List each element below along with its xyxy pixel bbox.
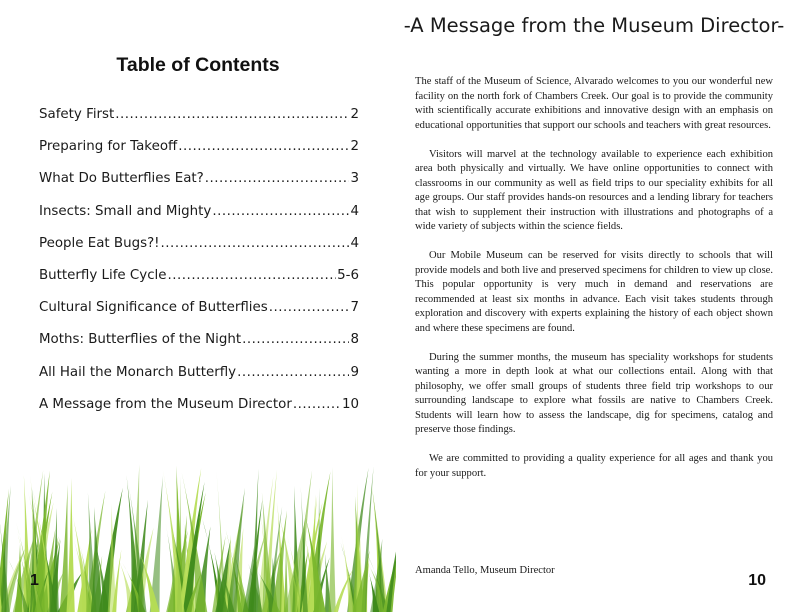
toc-entry-page: 4: [350, 203, 359, 219]
toc-entry: [39, 139, 359, 171]
table-of-contents: [39, 107, 359, 429]
message-title: -A Message from the Museum Director-: [403, 14, 785, 37]
toc-entry-page: 10: [341, 396, 359, 412]
toc-entry-label: Preparing for Takeoff: [39, 139, 178, 155]
toc-entry: [39, 397, 359, 429]
toc-entry-label: Butterfly Life Cycle: [39, 267, 167, 283]
toc-entry: [39, 107, 359, 139]
toc-entry: [39, 204, 359, 236]
message-body: [415, 75, 773, 496]
toc-leader-dots: [178, 139, 349, 154]
toc-entry: [39, 236, 359, 268]
toc-leader-dots: [205, 171, 350, 186]
toc-entry: [39, 268, 359, 300]
toc-leader-dots: [293, 397, 341, 412]
toc-entry-label: What Do Butterflies Eat?: [39, 171, 204, 187]
right-page: [396, 0, 792, 612]
message-paragraph: We are committed to providing a quality experience for all ages and thank you for your support.: [415, 453, 773, 479]
grass-blade: [60, 484, 69, 612]
toc-entry-page: 4: [350, 235, 359, 251]
toc-entry-page: 8: [350, 332, 359, 348]
toc-entry-page: 5-6: [337, 267, 359, 283]
toc-entry: [39, 332, 359, 364]
toc-entry-page: 3: [350, 171, 359, 187]
grass-blade: [67, 478, 75, 612]
message-paragraph: Our Mobile Museum can be reserved for visits directly to schools that will provide models and both live and preserved specimens for children to view up close. This popular opportunity is very much in demand and reservations are recommended at least six months in advance. Each visit takes students through exploration and discovery with experts explaining the history of each object shown and where these specimens are found.: [415, 250, 773, 334]
toc-title: Table of Contents: [116, 54, 280, 76]
toc-leader-dots: [161, 236, 350, 251]
toc-entry: [39, 171, 359, 203]
toc-entry: [39, 365, 359, 397]
toc-leader-dots: [115, 107, 349, 122]
toc-entry-label: All Hail the Monarch Butterfly: [39, 364, 237, 380]
toc-entry-label: Cultural Significance of Butterflies: [39, 300, 268, 316]
message-paragraph: During the summer months, the museum has speciality workshops for students wanting a more in depth look at what our collections entail. Along with that philosophy, we offer small groups of students three field trip workshops to our surrounding landscape to explore what fossils are native to Chambers Creek. Students will learn how to assess the landscape, dig for specimens, catalog and preserve those findings.: [415, 351, 773, 435]
grass-illustration: [0, 462, 396, 612]
toc-entry-label: Moths: Butterflies of the Night: [39, 332, 242, 348]
toc-entry-page: 2: [350, 107, 359, 122]
message-paragraph: Visitors will marvel at the technology available to experience each exhibition area both physically and virtually. We have online opportunities to connect with classrooms in our community as well as field trips to our speciality exhibits for all age groups. Our staff provides hands-on resources and a lending library for teachers that wish to supplement their instruction with illustrations and photographs of a wide variety of subjects within the science fields.: [415, 148, 773, 232]
toc-entry-label: Safety First: [39, 107, 115, 122]
message-paragraph: The staff of the Museum of Science, Alvarado welcomes to you our wonderful new facility on the north fork of Chambers Creek. Our goal is to provide the community with scientifically accurate exhibitions and innovative design with an emphasis on educational opportunities that support our schools and teachers with great resources.: [415, 76, 773, 131]
grass-blade: [329, 467, 336, 612]
toc-leader-dots: [242, 332, 349, 347]
toc-leader-dots: [168, 268, 337, 283]
toc-entry-page: 7: [350, 300, 359, 316]
page-number-right: 10: [748, 572, 766, 589]
toc-entry-page: 2: [350, 139, 359, 155]
toc-entry-label: People Eat Bugs?!: [39, 235, 160, 251]
toc-entry: [39, 300, 359, 332]
toc-leader-dots: [269, 300, 350, 315]
toc-leader-dots: [212, 204, 349, 219]
toc-entry-label: A Message from the Museum Director: [39, 396, 292, 412]
signature: Amanda Tello, Museum Director: [415, 565, 555, 576]
page-number-left: 1: [30, 572, 39, 589]
toc-entry-page: 9: [350, 364, 359, 380]
toc-entry-label: Insects: Small and Mighty: [39, 203, 212, 219]
toc-leader-dots: [237, 365, 349, 380]
